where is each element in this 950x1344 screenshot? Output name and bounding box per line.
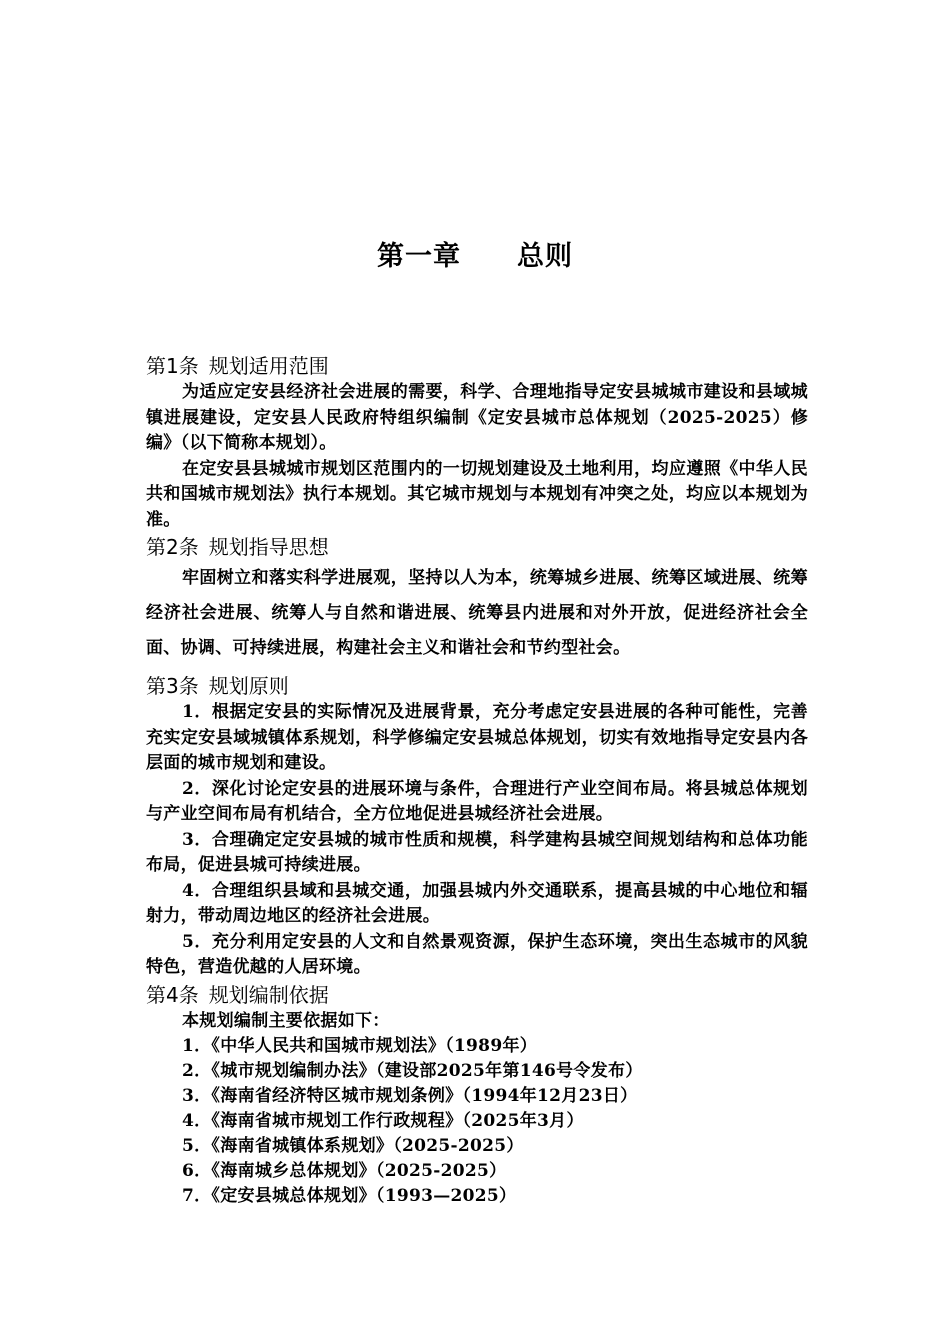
list-item: 6．《海南城乡总体规划》（2025-2025） <box>182 1161 507 1181</box>
article-heading-2 <box>146 533 808 561</box>
principle-paragraph: 5．充分利用定安县的人文和自然景观资源，保护生态环境，突出生态城市的风貌特色，营造优越的人居环境。 <box>146 931 808 977</box>
principle-paragraph: 1．根据定安县的实际情况及进展背景，充分考虑定安县进展的各种可能性，完善充实定安县域城镇体系规划，科学修编定安县城总体规划，切实有效地指导定安县内各层面的城市规划和建设。 <box>146 702 808 773</box>
chapter-title: 总则 <box>517 241 573 272</box>
basis-intro: 本规划编制主要依据如下： <box>182 1010 390 1031</box>
list-item: 4．《海南省城市规划工作行政规程》（2025年3月） <box>182 1111 584 1131</box>
list-item: 5．《海南省城镇体系规划》（2025-2025） <box>182 1136 524 1156</box>
principle-paragraph: 4．合理组织县域和县城交通，加强县城内外交通联系，提高县城的中心地位和辐射力，带动周边地区的经济社会进展。 <box>146 880 808 926</box>
article-heading-1 <box>146 352 808 380</box>
basis-list <box>146 1034 808 1209</box>
article-number: 第2条 <box>146 535 199 559</box>
article-number: 第1条 <box>146 354 199 378</box>
list-item: 3．《海南省经济特区城市规划条例》（1994年12月23日） <box>182 1086 638 1106</box>
article-title: 规划原则 <box>208 674 289 698</box>
article-title: 规划编制依据 <box>208 982 329 1007</box>
principle-paragraph: 3．合理确定定安县城的城市性质和规模，科学建构县城空间规划结构和总体功能布局，促进县城可持续进展。 <box>146 829 808 875</box>
article-number: 第4条 <box>146 982 199 1007</box>
principle-paragraph: 2．深化讨论定安县的进展环境与条件，合理进行产业空间布局。将县城总体规划与产业空间布局有机结合，全方位地促进县城经济社会进展。 <box>146 778 808 824</box>
list-item: 7．《定安县城总体规划》（1993—2025） <box>182 1186 517 1206</box>
paragraph: 为适应定安县经济社会进展的需要，科学、合理地指导定安县城城市建设和县域城镇进展建设，定安县人民政府特组织编制《定安县城市总体规划（2025-2025）修编》（以下简称本规划）。 <box>146 382 808 453</box>
paragraph: 牢固树立和落实科学进展观，坚持以人为本，统筹城乡进展、统筹区域进展、统筹经济社会进展、统筹人与自然和谐进展、统筹县内进展和对外开放，促进经济社会全面、协调、可持续进展，构建社会主义和谐社会和节约型社会。 <box>146 568 808 658</box>
list-item: 2．《城市规划编制办法》（建设部2025年第146号令发布） <box>182 1061 643 1081</box>
article-number: 第3条 <box>146 674 199 698</box>
article-title: 规划适用范围 <box>208 354 329 378</box>
article-title: 规划指导思想 <box>208 535 329 559</box>
document-body <box>146 352 808 1209</box>
chapter-number: 第一章 <box>377 241 461 272</box>
paragraph: 在定安县县城城市规划区范围内的一切规划建设及土地利用，均应遵照《中华人民共和国城市规划法》执行本规划。其它城市规划与本规划有冲突之处，均应以本规划为准。 <box>146 458 808 530</box>
article-heading-4 <box>146 981 808 1009</box>
article-heading-3 <box>146 672 808 700</box>
chapter-heading <box>0 234 950 273</box>
list-item: 1．《中华人民共和国城市规划法》（1989年） <box>182 1036 538 1056</box>
